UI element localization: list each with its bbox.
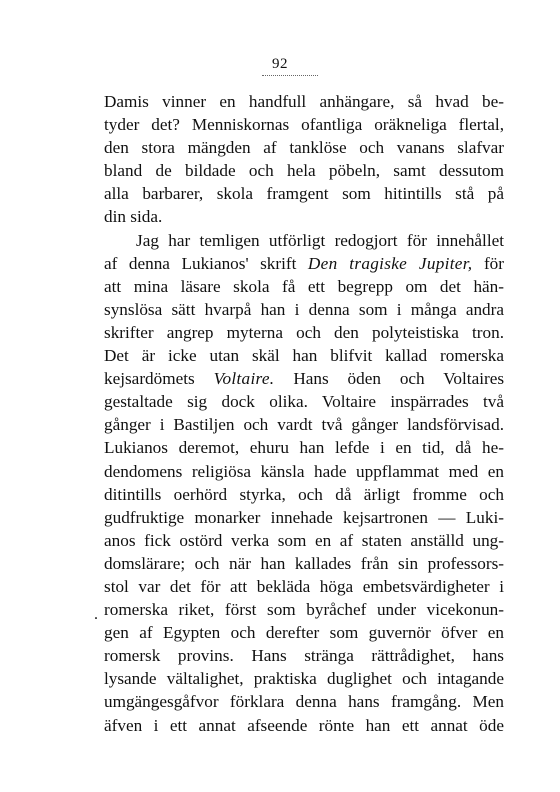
text-line: romerska riket, först som byråchef under vicekonun-	[104, 600, 504, 620]
text-line: den stora mängden af tanklöse och vanans slafvar	[104, 138, 504, 158]
text-line: dendomens religiösa känsla hade uppflammat med en	[104, 461, 504, 481]
text-line: umgängesgåfvor förklara denna hans framgång. Men	[104, 692, 504, 712]
text-segment: Hans öden och Voltaires	[293, 369, 505, 389]
text-line: gen af Egypten och derefter som guvernör öfver en	[104, 623, 504, 643]
paragraph-first-line: Jag har temligen utförligt redogjort för innehållet	[136, 230, 504, 250]
margin-mark: .	[94, 606, 98, 623]
text-line: Damis vinner en handfull anhängare, så hvad be-	[104, 92, 504, 111]
text-segment: för	[483, 253, 504, 273]
header-rule	[262, 75, 318, 76]
work-title: Den tragiske Jupiter,	[307, 253, 473, 273]
emphasized-name: Voltaire.	[213, 369, 275, 389]
text-line: bland de bildade och hela pöbeln, samt dessutom	[104, 161, 504, 181]
text-line: ditintills oerhörd styrka, och då ärligt fromme och	[104, 484, 504, 504]
text-line: gudfruktige monarker innehade kejsartronen — Luki-	[104, 507, 504, 527]
text-line: din sida.	[104, 207, 163, 227]
text-line: anos fick ostörd verka som en af staten anställd ung-	[104, 530, 504, 550]
text-line: gånger i Bastiljen och vardt två gånger landsförvisad.	[104, 415, 504, 435]
text-line: romersk provins. Hans stränga rättrådighet, hans	[104, 646, 504, 666]
text-line: gestaltade sig dock olika. Voltaire inspärrades två	[104, 392, 504, 412]
text-line: äfven i ett annat afseende rönte han ett annat öde	[104, 715, 504, 735]
text-line	[104, 252, 504, 275]
text-line: alla barbarer, skola framgent som hitintills stå på	[104, 184, 504, 204]
text-line: Det är icke utan skäl han blifvit kallad romerska	[104, 346, 504, 366]
text-line: Lukianos deremot, ehuru han lefde i en tid, då he-	[104, 438, 504, 458]
text-line: att mina läsare skola få ett begrepp om det hän-	[104, 276, 504, 296]
page-number: 92	[272, 56, 288, 72]
text-line: stol var det för att bekläda höga embetsvärdigheter i	[104, 576, 504, 596]
text-line: skrifter angrep myterna och den polyteistiska tron.	[104, 322, 504, 342]
body-text	[104, 90, 504, 737]
text-line	[104, 367, 504, 390]
text-segment: af denna Lukianos' skrift	[104, 253, 297, 273]
text-segment: kejsardömets	[104, 369, 195, 389]
text-line: synslösa sätt hvarpå han i denna som i många andra	[104, 299, 504, 319]
text-line: tyder det? Menniskornas ofantliga oräkneliga flertal,	[104, 115, 504, 135]
text-line: lysande vältalighet, praktiska duglighet och intagande	[104, 669, 504, 689]
text-line: domslärare; och när han kallades från sin professors-	[104, 553, 504, 573]
